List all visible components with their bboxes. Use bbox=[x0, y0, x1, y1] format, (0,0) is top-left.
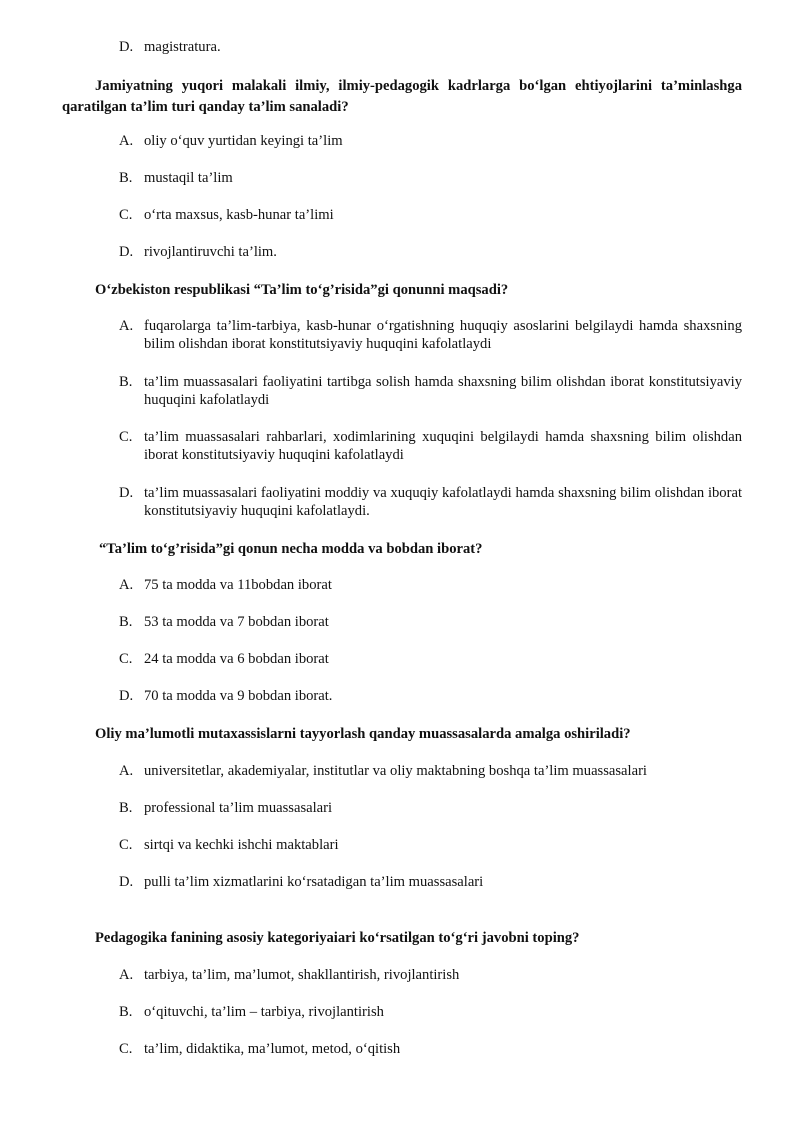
option-text: universitetlar, akademiyalar, institutlar va oliy maktabning boshqa ta’lim muassasalari bbox=[144, 763, 647, 779]
option-letter: B. bbox=[119, 374, 133, 390]
option-text: ta’lim muassasalari rahbarlari, xodimlarining xuquqini belgilaydi hamda shaxsning bilim olishdan iborat konstitutsiyaviy huquqini kafolatlaydi bbox=[144, 429, 742, 463]
option-text: 24 ta modda va 6 bobdan iborat bbox=[144, 651, 329, 667]
option-text: ta’lim muassasalari faoliyatini tartibga solish hamda shaxsning bilim olishdan iborat konstitutsiyaviy huquqini kafolatlaydi bbox=[144, 374, 742, 408]
option-letter: D. bbox=[119, 874, 134, 890]
question-1-option-b bbox=[119, 169, 742, 187]
option-letter: C. bbox=[119, 651, 133, 667]
question-3-option-b bbox=[119, 613, 742, 631]
question-1-option-a bbox=[119, 132, 742, 150]
option-text: 53 ta modda va 7 bobdan iborat bbox=[144, 614, 329, 630]
option-text: magistratura. bbox=[144, 39, 221, 55]
question-3: “Ta’lim to‘g’risida”gi qonun necha modda va bobdan iborat? bbox=[99, 541, 483, 557]
option-text: o‘rta maxsus, kasb-hunar ta’limi bbox=[144, 207, 334, 223]
option-text: sirtqi va kechki ishchi maktablari bbox=[144, 837, 339, 853]
option-text: fuqarolarga ta’lim-tarbiya, kasb-hunar o‘rgatishning huquqiy asoslarini belgilaydi hamda shaxsning bilim olishdan iborat konstitutsiyaviy huquqini kafolatlaydi bbox=[144, 318, 742, 352]
question-2-option-b bbox=[119, 373, 742, 409]
option-text: tarbiya, ta’lim, ma’lumot, shakllantirish, rivojlantirish bbox=[144, 967, 460, 983]
question-5: Pedagogika fanining asosiy kategoriyaiari ko‘rsatilgan to‘g‘ri javobni toping? bbox=[95, 930, 580, 946]
option-letter: A. bbox=[119, 967, 134, 983]
question-1: Jamiyatning yuqori malakali ilmiy, ilmiy-pedagogik kadrlarga bo‘lgan ehtiyojlarini ta’minlashga qaratilgan ta’lim turi qanday ta’lim sanaladi? bbox=[62, 78, 742, 115]
question-1-option-c bbox=[119, 206, 742, 224]
option-letter: B. bbox=[119, 1004, 133, 1020]
option-letter: A. bbox=[119, 763, 134, 779]
option-text: ta’lim muassasalari faoliyatini moddiy va xuquqiy kafolatlaydi hamda shaxsning bilim olishdan iborat konstitutsiyaviy huquqini kafolatlaydi. bbox=[144, 485, 742, 519]
question-4-option-d bbox=[119, 873, 742, 891]
question-4-option-c bbox=[119, 836, 742, 854]
option-letter: B. bbox=[119, 614, 133, 630]
option-text: pulli ta’lim xizmatlarini ko‘rsatadigan ta’lim muassasalari bbox=[144, 874, 484, 890]
question-3-option-a bbox=[119, 576, 742, 594]
question-2: O‘zbekiston respublikasi “Ta’lim to‘g’risida”gi qonunni maqsadi? bbox=[95, 282, 509, 298]
question-2-option-a bbox=[119, 317, 742, 353]
question-4-option-a bbox=[119, 762, 742, 780]
option-text: o‘qituvchi, ta’lim – tarbiya, rivojlantirish bbox=[144, 1004, 384, 1020]
question-1-option-d bbox=[119, 243, 742, 261]
option-letter: B. bbox=[119, 800, 133, 816]
option-letter: D. bbox=[119, 688, 134, 704]
option-text: rivojlantiruvchi ta’lim. bbox=[144, 244, 277, 260]
option-text: oliy o‘quv yurtidan keyingi ta’lim bbox=[144, 133, 343, 149]
option-text: professional ta’lim muassasalari bbox=[144, 800, 333, 816]
option-letter: C. bbox=[119, 1041, 133, 1057]
option-letter: A. bbox=[119, 318, 134, 334]
option-letter: A. bbox=[119, 133, 134, 149]
question-5-option-b bbox=[119, 1003, 742, 1021]
option-letter: A. bbox=[119, 577, 134, 593]
question-2-option-d bbox=[119, 484, 742, 520]
question-4-option-b bbox=[119, 799, 742, 817]
question-5-option-a bbox=[119, 966, 742, 984]
option-letter: C. bbox=[119, 429, 133, 445]
option-text: 75 ta modda va 11bobdan iborat bbox=[144, 577, 332, 593]
option-letter: C. bbox=[119, 207, 133, 223]
option-letter: C. bbox=[119, 837, 133, 853]
option-text: mustaqil ta’lim bbox=[144, 170, 233, 186]
option-letter: D. bbox=[119, 485, 134, 501]
option-letter: D. bbox=[119, 39, 134, 55]
option-letter: D. bbox=[119, 244, 134, 260]
question-3-option-d bbox=[119, 687, 742, 705]
option-text: 70 ta modda va 9 bobdan iborat. bbox=[144, 688, 333, 704]
question-4: Oliy ma’lumotli mutaxassislarni tayyorlash qanday muassasalarda amalga oshiriladi? bbox=[95, 726, 631, 742]
question-5-option-c bbox=[119, 1040, 742, 1058]
question-2-option-c bbox=[119, 428, 742, 464]
option-text: ta’lim, didaktika, ma’lumot, metod, o‘qitish bbox=[144, 1041, 401, 1057]
option-d-previous bbox=[119, 38, 742, 56]
question-3-option-c bbox=[119, 650, 742, 668]
option-letter: B. bbox=[119, 170, 133, 186]
